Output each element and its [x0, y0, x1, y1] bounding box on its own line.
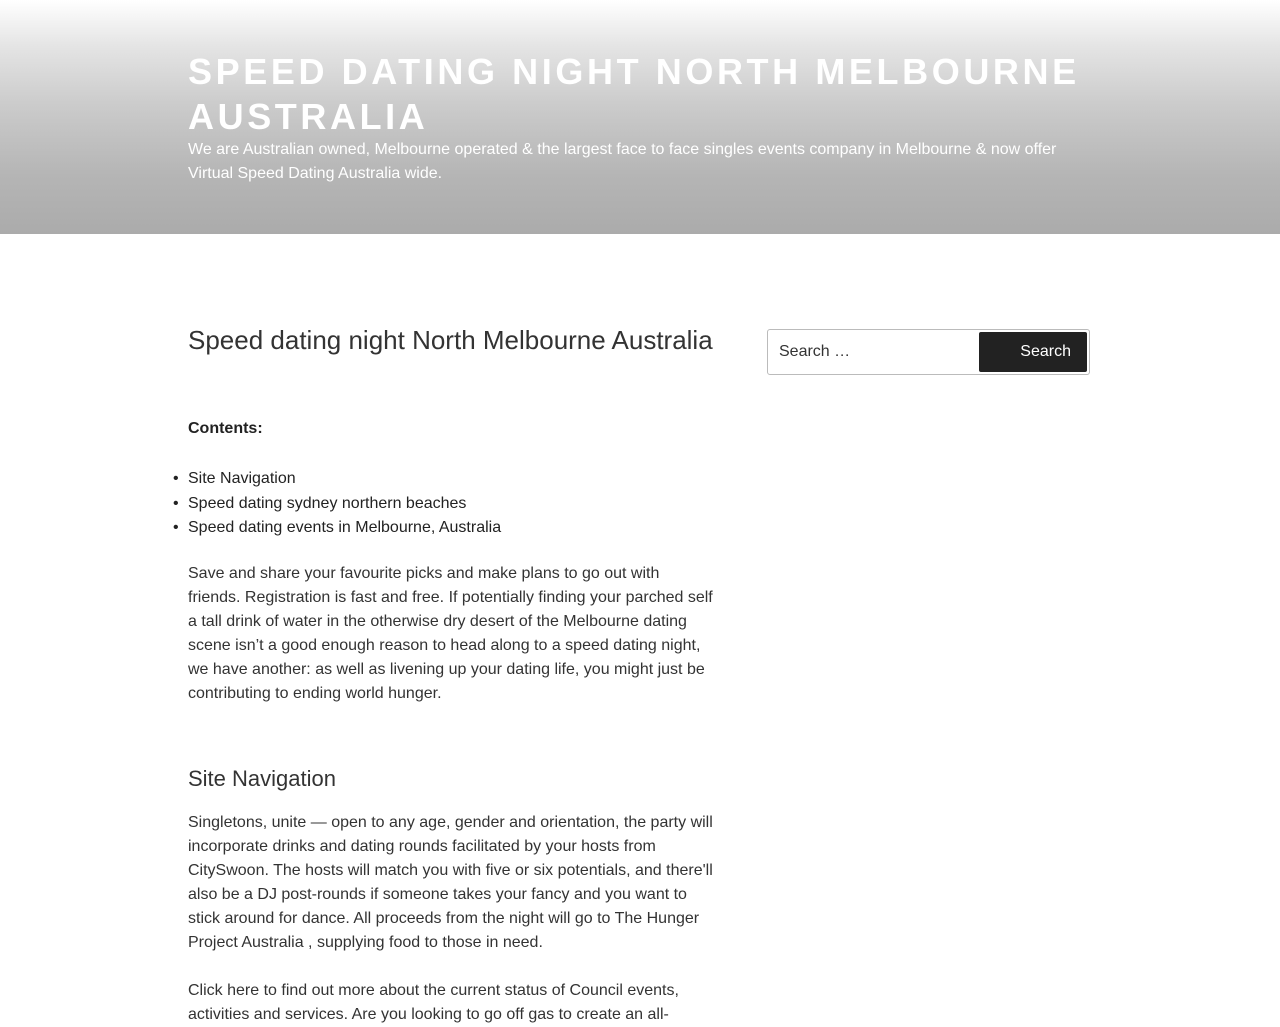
section-paragraph: Singletons, unite — open to any age, gender and orientation, the party will incorporate drinks and dating rounds facilitated by your hosts from CitySwoon. The hosts will match you with five or six potentials, and there'll also be a DJ post-rounds if someone takes your fancy and you want to stick around for dance. All proceeds from the night will go to The Hunger Project Australia , supplying food to those in need.	[188, 814, 713, 951]
section-paragraph-2: Click here to find out more about the current status of Council events, activities and services. Are you looking to go off gas to create an all-	[188, 982, 679, 1023]
toc-item[interactable]	[173, 492, 501, 517]
article-title: Speed dating night North Melbourne Australia	[188, 325, 713, 355]
contents-label: Contents:	[188, 420, 263, 437]
search-button[interactable]: Search	[979, 332, 1087, 372]
toc-item-label[interactable]: Site Navigation	[188, 470, 296, 487]
table-of-contents	[173, 467, 502, 541]
main-content	[173, 322, 713, 1023]
toc-item-label[interactable]: Speed dating events in Melbourne, Australia	[188, 519, 502, 536]
toc-item-label[interactable]: Speed dating sydney northern beaches	[188, 494, 467, 512]
site-header	[0, 0, 1280, 234]
toc-item[interactable]	[173, 467, 501, 492]
bullet-icon: •	[173, 470, 179, 487]
toc-item[interactable]	[173, 516, 502, 541]
intro-paragraph: Save and share your favourite picks and make plans to go out with friends. Registration is fast and free. If potentially finding your parched self a tall drink of water in the otherwise dry desert of the Melbourne dating scene isn’t a good enough reason to head along to a speed dating night, we have another: as well as livening up your dating life, you might just be contributing to ending world hunger.	[188, 565, 713, 702]
search-form	[767, 329, 1090, 375]
site-title[interactable]: SPEED DATING NIGHT NORTH MELBOURNE AUSTRALIA	[188, 51, 1080, 137]
bullet-icon: •	[173, 494, 179, 512]
site-description: We are Australian owned, Melbourne operated & the largest face to face singles events company in Melbourne & now offer Virtual Speed Dating Australia wide.	[188, 141, 1057, 182]
search-input[interactable]	[769, 331, 979, 373]
bullet-icon: •	[173, 519, 179, 536]
section-heading-site-navigation: Site Navigation	[188, 766, 336, 791]
